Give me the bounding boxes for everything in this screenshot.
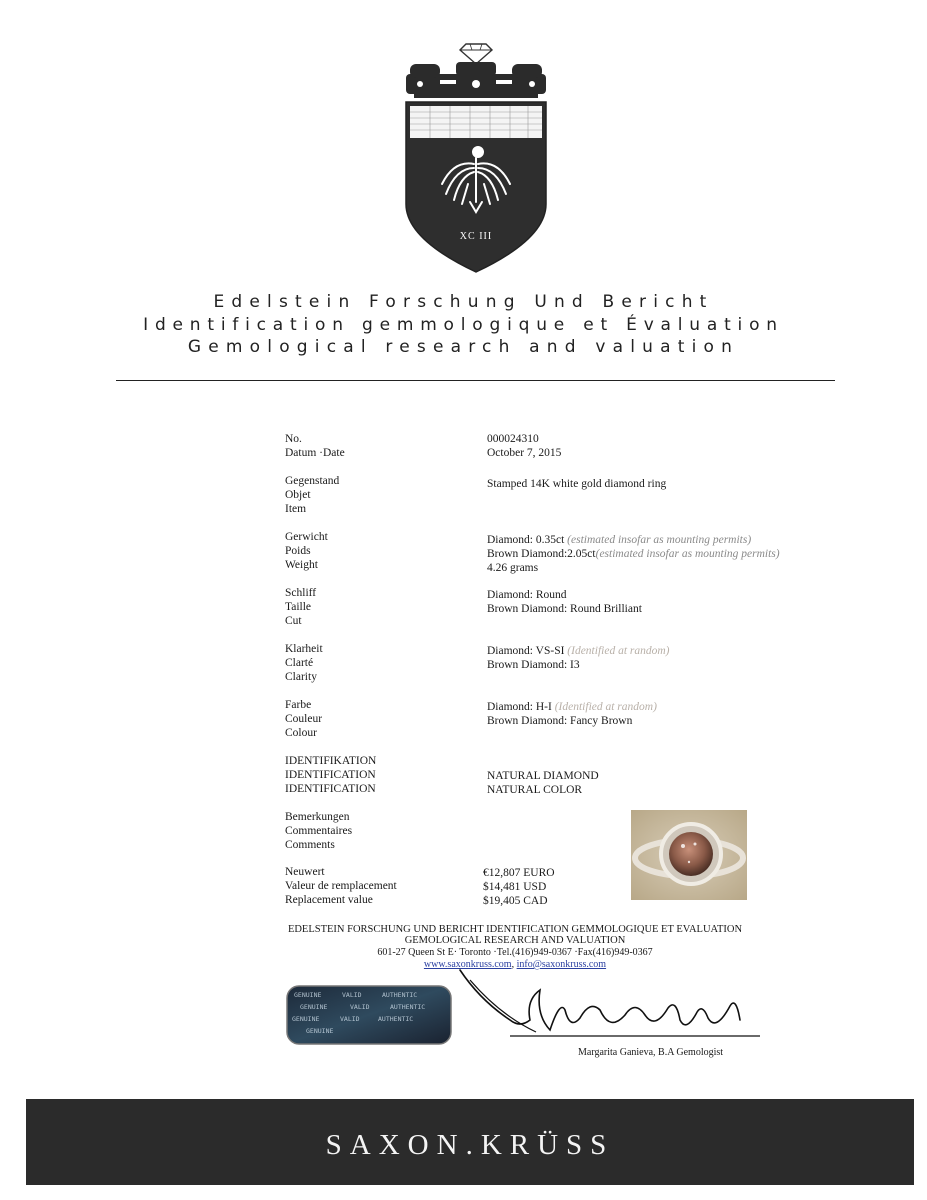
clarity-diamond	[487, 644, 670, 658]
field-label: Schliff	[285, 587, 317, 599]
signature	[440, 960, 780, 1040]
hologram-text: AUTHENTIC	[378, 1015, 414, 1023]
weight-grams: 4.26 grams	[487, 562, 539, 574]
heading-french: Identification gemmologique et Évaluation	[143, 315, 784, 335]
field-label: No.	[285, 433, 302, 445]
colour-note: (Identified at random)	[554, 701, 657, 713]
field-label: Datum ·Date	[285, 447, 345, 459]
header-divider	[116, 380, 835, 381]
certificate-number: 000024310	[487, 433, 539, 445]
hologram-text: VALID	[342, 991, 362, 999]
field-label: Neuwert	[285, 866, 325, 878]
hologram-text: AUTHENTIC	[390, 1003, 426, 1011]
weight-brown-value: Brown Diamond:2.05ct	[487, 548, 596, 560]
field-label: Comments	[285, 839, 335, 851]
field-label: IDENTIFICATION	[285, 783, 376, 795]
value-euro: €12,807 EURO	[483, 867, 555, 879]
clarity-note: (Identified at random)	[567, 645, 670, 657]
field-label: Weight	[285, 559, 318, 571]
clarity-diamond-value: Diamond: VS-SI	[487, 645, 565, 657]
heading-german: Edelstein Forschung Und Bericht	[213, 292, 714, 312]
hologram-seal	[286, 985, 452, 1045]
email-link[interactable]: info@saxonkruss.com	[516, 959, 607, 970]
item-value: Stamped 14K white gold diamond ring	[487, 478, 667, 490]
cut-diamond: Diamond: Round	[487, 589, 567, 601]
hologram-text: VALID	[340, 1015, 360, 1023]
identification-color: NATURAL COLOR	[487, 784, 583, 796]
field-label: Commentaires	[285, 825, 353, 837]
crest-numeral: XC III	[459, 231, 493, 242]
field-label: Valeur de remplacement	[285, 880, 397, 892]
hologram-text: GENUINE	[306, 1027, 334, 1035]
value-usd: $14,481 USD	[483, 881, 547, 893]
field-label: Klarheit	[285, 643, 323, 655]
colour-brown-diamond: Brown Diamond: Fancy Brown	[487, 715, 633, 727]
weight-diamond-value: Diamond: 0.35ct	[487, 534, 565, 546]
identification-stone: NATURAL DIAMOND	[487, 770, 599, 782]
footer-subtitle: GEMOLOGICAL RESEARCH AND VALUATION	[404, 935, 626, 946]
weight-brown-diamond	[487, 547, 780, 561]
ring-photo	[631, 810, 747, 900]
hologram-text: VALID	[350, 1003, 370, 1011]
field-label: Clarté	[285, 657, 314, 669]
field-label: Bemerkungen	[285, 811, 350, 823]
field-label: Replacement value	[285, 894, 373, 906]
hologram-text: GENUINE	[300, 1003, 328, 1011]
colour-diamond	[487, 700, 657, 714]
hologram-text: GENUINE	[292, 1015, 320, 1023]
field-label: Gerwicht	[285, 531, 328, 543]
field-label: Couleur	[285, 713, 323, 725]
field-label: Farbe	[285, 699, 312, 711]
field-label: IDENTIFICATION	[285, 769, 376, 781]
diamond-icon	[460, 44, 492, 64]
value-cad: $19,405 CAD	[483, 895, 548, 907]
crest-logo	[400, 34, 552, 274]
clarity-brown-diamond: Brown Diamond: I3	[487, 659, 580, 671]
field-label: Taille	[285, 601, 312, 613]
field-label: Cut	[285, 615, 302, 627]
weight-note: (estimated insofar as mounting permits)	[595, 548, 780, 560]
hologram-text: AUTHENTIC	[382, 991, 418, 999]
field-label: Item	[285, 503, 307, 515]
brand-name: SAXON.KRÜSS	[325, 1129, 615, 1161]
gemologist-name: Margarita Ganieva, B.A Gemologist	[578, 1047, 724, 1058]
heading-english: Gemological research and valuation	[187, 337, 740, 357]
field-label: Objet	[285, 489, 311, 501]
field-label: IDENTIFIKATION	[285, 755, 377, 767]
field-label: Clarity	[285, 671, 317, 683]
hologram-text: GENUINE	[294, 991, 322, 999]
brand-banner	[26, 1099, 914, 1185]
website-link[interactable]: www.saxonkruss.com	[423, 959, 512, 970]
cut-brown-diamond: Brown Diamond: Round Brilliant	[487, 603, 642, 615]
field-label: Poids	[285, 545, 311, 557]
contact-separator: ,	[511, 959, 515, 970]
colour-diamond-value: Diamond: H-I	[487, 701, 552, 713]
footer-address: 601-27 Queen St E· Toronto ·Tel.(416)949-0367 ·Fax(416)949-0367	[377, 947, 653, 958]
weight-diamond	[487, 533, 751, 547]
field-label: Colour	[285, 727, 317, 739]
weight-note: (estimated insofar as mounting permits)	[567, 534, 752, 546]
field-label: Gegenstand	[285, 475, 340, 487]
certificate-date: October 7, 2015	[487, 447, 562, 459]
footer-company-line: EDELSTEIN FORSCHUNG UND BERICHT IDENTIFICATION GEMMOLOGIQUE ET EVALUATION	[287, 924, 743, 935]
